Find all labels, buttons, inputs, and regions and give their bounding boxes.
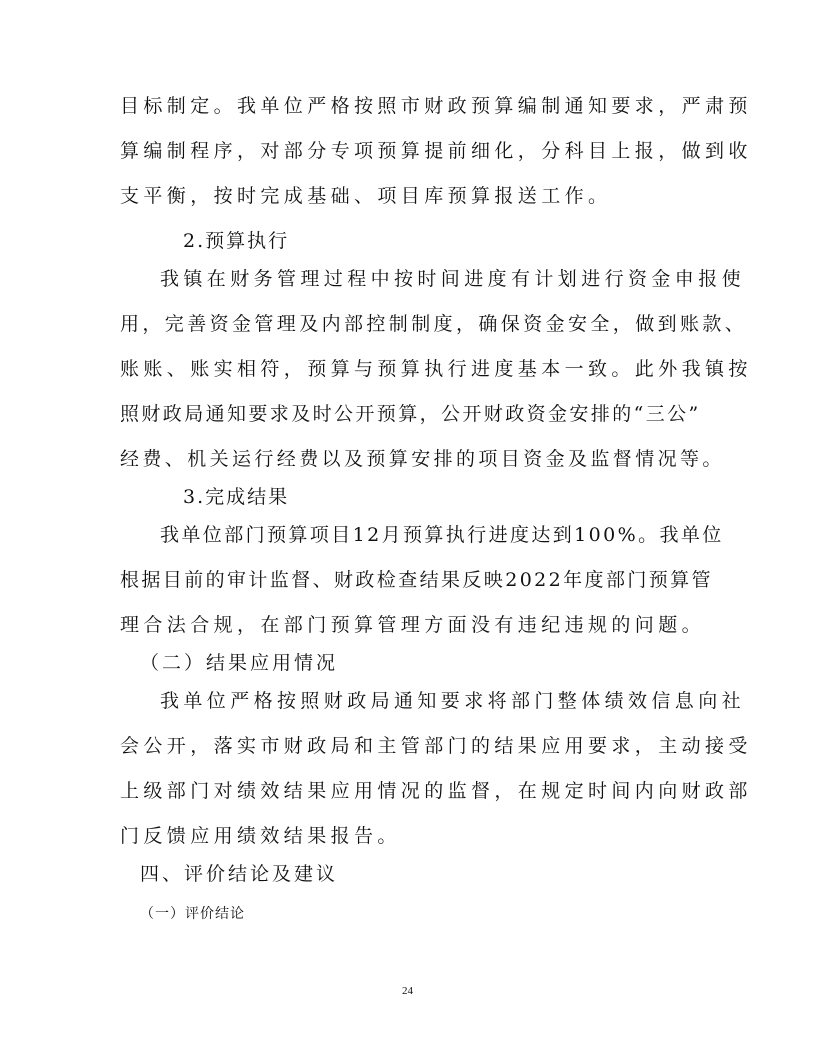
paragraph-line: 算编制程序，对部分专项预算提前细化，分科目上报，做到收: [120, 140, 752, 162]
paragraph-line: 根据目前的审计监督、财政检查结果反映2022年度部门预算管: [120, 569, 713, 591]
paragraph-line: 我单位部门预算项目12月预算执行进度达到100%。我单位: [160, 524, 724, 546]
paragraph-line: 账账、账实相符，预算与预算执行进度基本一致。此外我镇按: [120, 358, 752, 380]
page-number: 24: [402, 985, 413, 997]
paragraph-line: 理合法合规，在部门预算管理方面没有违纪违规的问题。: [120, 614, 706, 636]
paragraph-line: 上级部门对绩效结果应用情况的监督，在规定时间内向财政部: [120, 780, 752, 802]
section-heading: 3.完成结果: [183, 486, 290, 508]
section-heading: 四、评价结论及建议: [140, 863, 339, 885]
section-heading: 2.预算执行: [183, 230, 290, 252]
paragraph-line: 支平衡，按时完成基础、项目库预算报送工作。: [120, 185, 612, 207]
paragraph-line: 我单位严格按照财政局通知要求将部门整体绩效信息向社: [160, 690, 746, 712]
section-heading: （一）评价结论: [140, 906, 245, 922]
paragraph-line: 会公开，落实市财政局和主管部门的结果应用要求，主动接受: [120, 735, 752, 757]
section-heading: （二）结果应用情况: [140, 652, 339, 674]
paragraph-line: 经费、机关运行经费以及预算安排的项目资金及监督情况等。: [120, 448, 725, 470]
paragraph-line: 用，完善资金管理及内部控制制度，确保资金安全，做到账款、: [120, 313, 748, 335]
paragraph-line: 照财政局通知要求及时公开预算，公开财政资金安排的“三公”: [120, 403, 701, 425]
paragraph-line: 目标制定。我单位严格按照市财政预算编制通知要求，严肃预: [120, 95, 752, 117]
paragraph-line: 我镇在财务管理过程中按时间进度有计划进行资金申报使: [160, 268, 746, 290]
paragraph-line: 门反馈应用绩效结果报告。: [120, 825, 401, 847]
